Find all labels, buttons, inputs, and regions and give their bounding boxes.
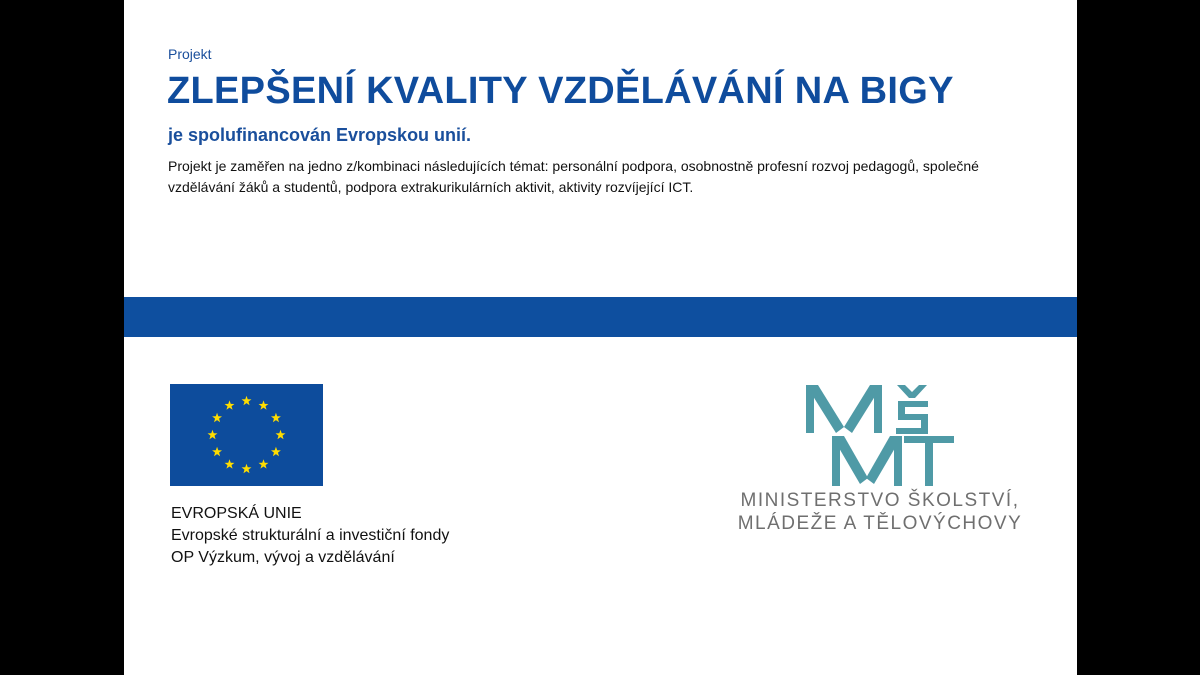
project-label: Projekt xyxy=(168,46,212,62)
blue-band-divider xyxy=(124,297,1077,337)
msmt-logo-icon xyxy=(804,384,956,488)
page-subtitle: je spolufinancován Evropskou unií. xyxy=(168,125,472,145)
page-title: ZLEPŠENÍ KVALITY VZDĚLÁVÁNÍ NA BIGY xyxy=(167,70,954,112)
project-description: Projekt je zaměřen na jedno z/kombinaci následujících témat: personální podpora, osobnostně profesní rozvoj pedagogů, společné vzdělávání žáků a studentů, podpora extrakurikulárních aktivit, aktivity rozvíjející ICT. xyxy=(168,158,979,195)
msmt-text-block xyxy=(724,489,1036,535)
eu-flag-icon xyxy=(170,384,323,486)
msmt-line2: MLÁDEŽE A TĚLOVÝCHOVY xyxy=(737,513,1023,534)
slide xyxy=(124,0,1077,675)
eu-funds: Evropské strukturální a investiční fondy xyxy=(171,527,450,544)
eu-program: OP Výzkum, vývoj a vzdělávání xyxy=(171,549,395,566)
msmt-line1: MINISTERSTVO ŠKOLSTVÍ, xyxy=(740,490,1020,511)
eu-name: EVROPSKÁ UNIE xyxy=(171,505,302,522)
eu-text-block xyxy=(171,503,449,569)
